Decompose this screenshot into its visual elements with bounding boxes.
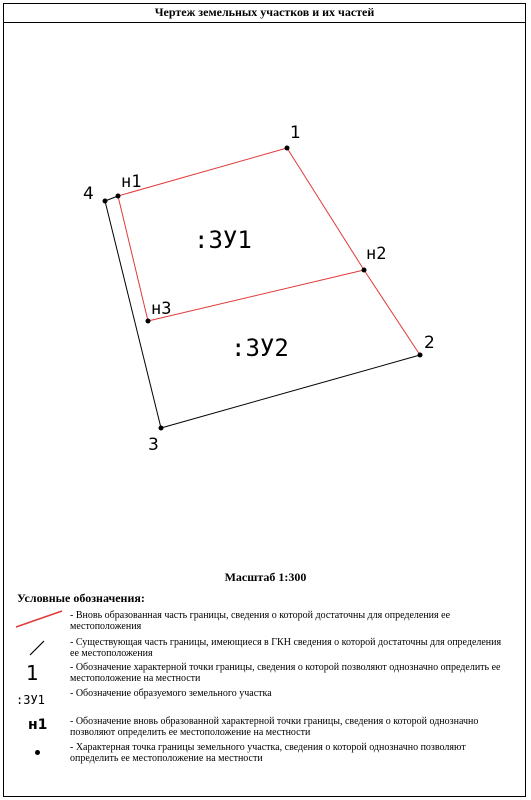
- point-3-dot: [159, 426, 164, 431]
- point-2-dot: [418, 353, 423, 358]
- border-1-n2: [287, 148, 364, 270]
- legend-red-line-symbol: [14, 608, 64, 632]
- border-n1-1: [118, 148, 287, 196]
- point-n2-label: н2: [366, 244, 387, 264]
- legend-black-line-symbol: [14, 638, 64, 658]
- point-4-label: 4: [83, 184, 94, 204]
- parcel-zu1-label: :ЗУ1: [194, 226, 252, 254]
- legend-item-parcel: - Обозначение образуемого земельного участка: [70, 688, 272, 699]
- legend-new-point-symbol: н1: [28, 717, 48, 733]
- point-n2-dot: [362, 268, 367, 273]
- legend-item-point-number: - Обозначение характерной точки границы, сведения о которой позволяют однозначно определить ее местоположение на местности: [70, 662, 501, 684]
- drawing-title: Чертеж земельных участков и их частей: [3, 3, 526, 23]
- point-2-label: 2: [424, 333, 435, 353]
- point-n3-label: н3: [151, 299, 172, 319]
- point-n1-dot: [116, 194, 121, 199]
- border-n2-n3: [148, 270, 364, 321]
- point-4-dot: [103, 199, 108, 204]
- point-n3-dot: [146, 319, 151, 324]
- scale-label: Масштаб 1:300: [224, 570, 307, 584]
- border-n3-n1: [118, 196, 148, 321]
- point-1-label: 1: [290, 123, 301, 143]
- legend-parcel-symbol: :ЗУ1: [16, 693, 45, 707]
- legend-item-new-point: - Обозначение вновь образованной характерной точки границы, сведения о которой однозначно позволяют определить ее местоположение на местности: [70, 716, 479, 738]
- point-n1-label: н1: [121, 172, 142, 192]
- legend-item-existing-border: - Существующая часть границы, имеющиеся в ГКН сведения о которой достаточны для определения ее местоположения: [70, 637, 502, 659]
- legend-point-number-symbol: 1: [26, 661, 39, 685]
- point-3-label: 3: [148, 435, 159, 455]
- legend-item-dot: - Характерная точка границы земельного участка, сведения о которой однозначно позволяют определить ее местоположение на местности: [70, 742, 466, 764]
- parcel-zu2-label: :ЗУ2: [231, 334, 289, 362]
- legend-dot-symbol: [35, 750, 40, 755]
- border-n2-2: [364, 270, 420, 355]
- point-1-dot: [285, 146, 290, 151]
- legend-item-new-border: - Вновь образованная часть границы, сведения о которой достаточны для определения ее местоположения: [70, 610, 451, 632]
- border-3-2: [161, 355, 420, 428]
- legend-title: Условные обозначения:: [17, 591, 145, 605]
